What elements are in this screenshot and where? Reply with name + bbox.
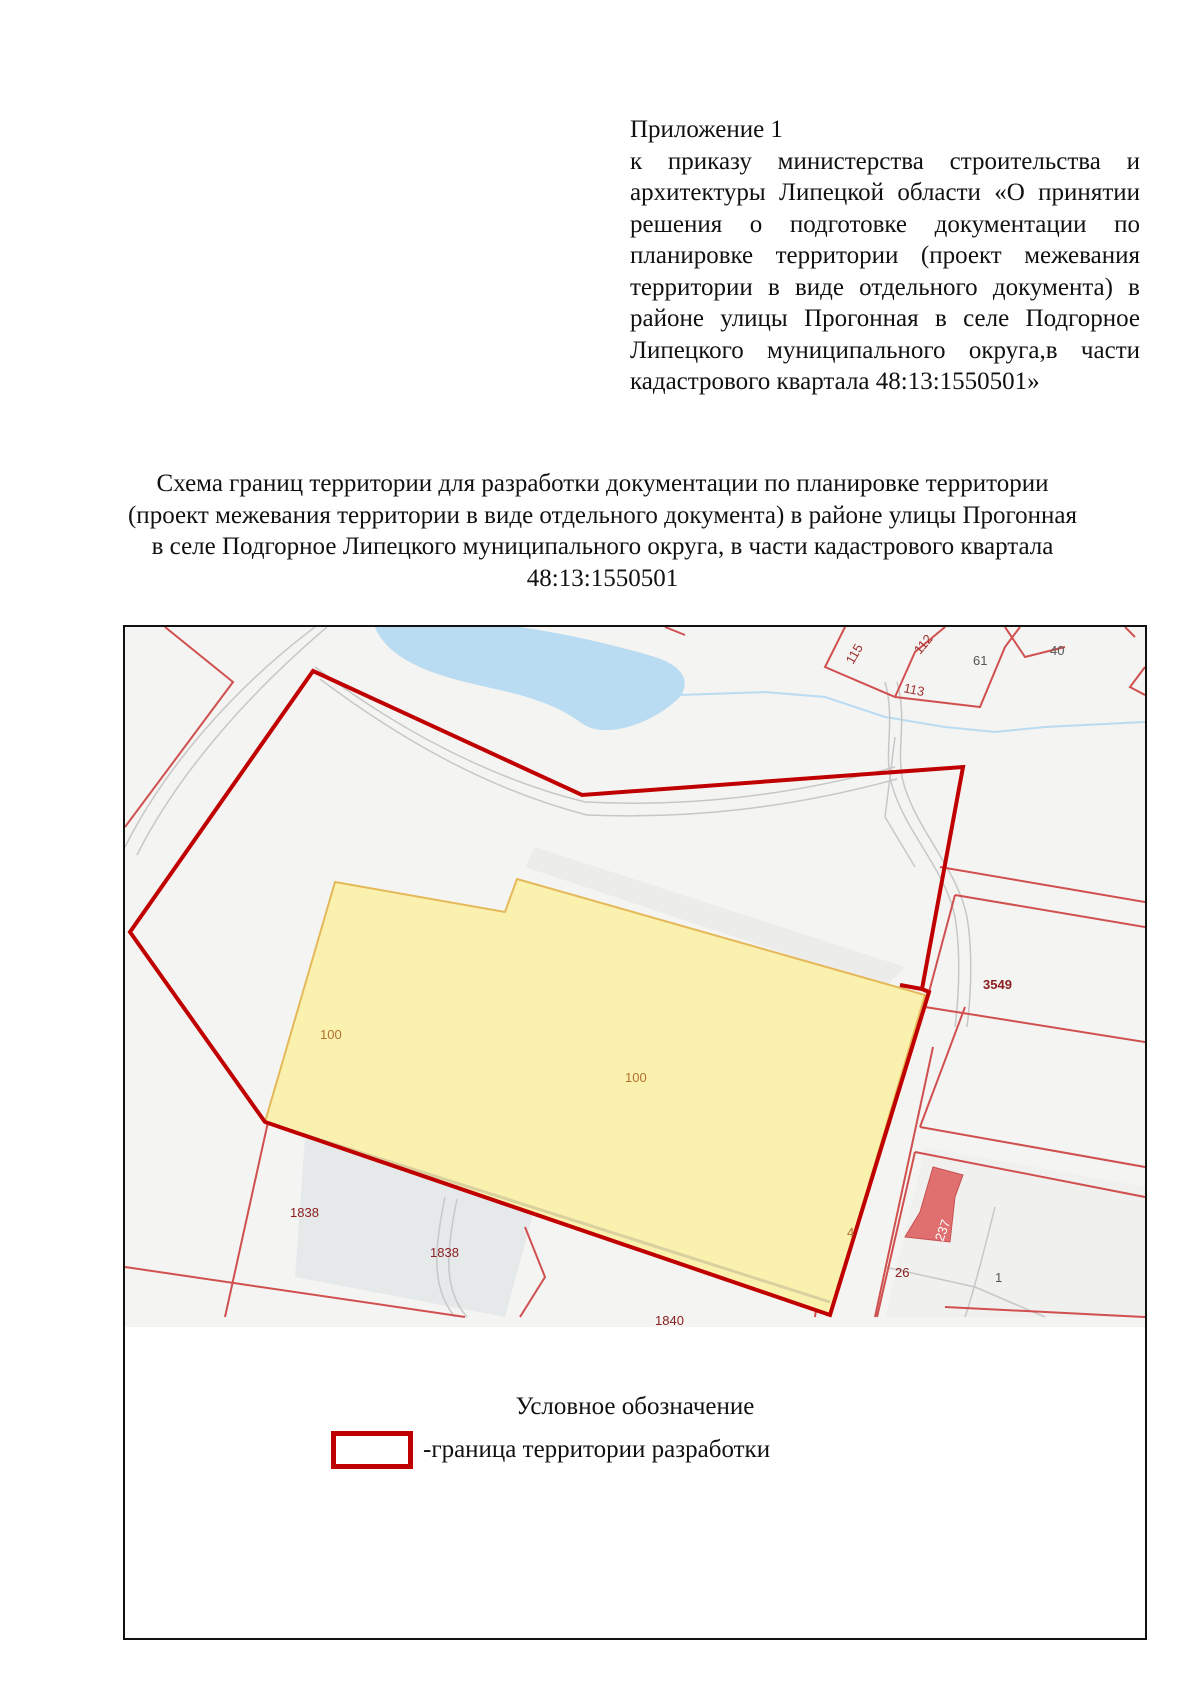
building-label-237: 237 [931,1217,954,1244]
cadastral-map [125,627,1145,1327]
parcel-label-4: 4 [847,1225,855,1240]
appendix-text: к приказу министерства строительства и архитектуры Липецкой области «О принятии решения о подготовке документации по планировке территории (проект межевания территории в виде отдельного документа) в районе улицы Прогонная в селе Подгорное Липецкого муниципального округа,в части кадастрового квартала 48:13:1550501» [630,147,1140,395]
legend-text: -граница территории разработки [423,1436,771,1463]
appendix-block [630,114,1140,398]
parcel-label-115: 115 [842,641,866,667]
parcel-label-1838-left: 1838 [290,1205,319,1220]
parcel-label-1840: 1840 [655,1313,684,1327]
parcel-label-1: 1 [995,1270,1003,1285]
parcel-label-112: 112 [910,631,936,657]
appendix-title: Приложение 1 [630,116,783,143]
legend-title: Условное обозначение [515,1393,755,1420]
legend-boundary-swatch [331,1431,413,1469]
scheme-title: Схема границ территории для разработки документации по планировке территории (проект межевания территории в виде отдельного документа) в районе улицы Прогонная в селе Подгорное Липецкого муниципального округа, в части кадастрового квартала 48:13:1550501 [127,470,1077,592]
parcel-label-26: 26 [895,1265,910,1280]
parcel-label-3549: 3549 [983,977,1012,992]
parcel-label-100-left: 100 [320,1027,342,1042]
map-frame [123,625,1147,1640]
parcel-label-1838-center: 1838 [430,1245,459,1260]
parcel-label-100-center: 100 [625,1070,647,1085]
parcel-label-113: 113 [902,680,926,700]
parcel-label-40: 40 [1050,643,1065,658]
parcel-label-61: 61 [973,653,988,668]
legend-row [331,1425,770,1475]
